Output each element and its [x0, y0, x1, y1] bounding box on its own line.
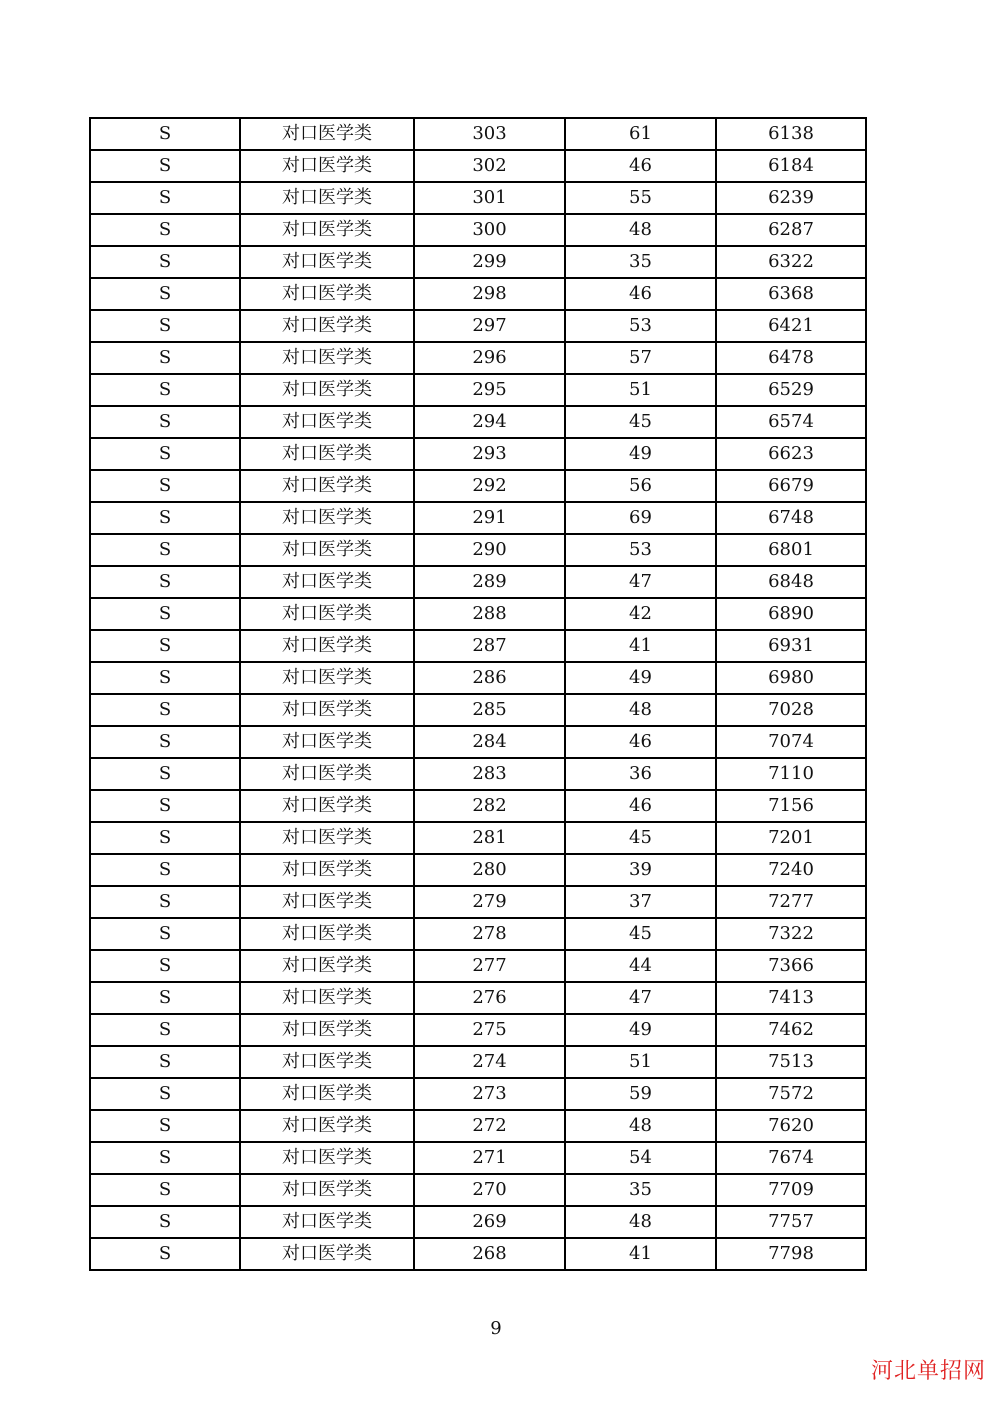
score-cell: 292: [414, 470, 565, 502]
cumulative-cell: 6287: [716, 214, 866, 246]
count-cell: 45: [565, 918, 716, 950]
table-row: [90, 310, 866, 342]
cumulative-cell: 6801: [716, 534, 866, 566]
table-row: [90, 1142, 866, 1174]
table-row: [90, 726, 866, 758]
category-code-cell: S: [90, 246, 240, 278]
category-code-cell: S: [90, 118, 240, 150]
category-name-cell: 对口医学类: [240, 662, 414, 694]
category-name-cell: 对口医学类: [240, 246, 414, 278]
category-code-cell: S: [90, 662, 240, 694]
count-cell: 53: [565, 310, 716, 342]
table-row: [90, 470, 866, 502]
score-cell: 286: [414, 662, 565, 694]
table-row: [90, 566, 866, 598]
category-code-cell: S: [90, 182, 240, 214]
category-code-cell: S: [90, 310, 240, 342]
category-code-cell: S: [90, 1238, 240, 1270]
category-code-cell: S: [90, 630, 240, 662]
category-name-cell: 对口医学类: [240, 214, 414, 246]
score-cell: 300: [414, 214, 565, 246]
table-row: [90, 438, 866, 470]
score-cell: 303: [414, 118, 565, 150]
category-code-cell: S: [90, 982, 240, 1014]
cumulative-cell: 7110: [716, 758, 866, 790]
score-cell: 281: [414, 822, 565, 854]
category-code-cell: S: [90, 1206, 240, 1238]
cumulative-cell: 7674: [716, 1142, 866, 1174]
category-name-cell: 对口医学类: [240, 1110, 414, 1142]
score-cell: 296: [414, 342, 565, 374]
table-row: [90, 214, 866, 246]
score-cell: 273: [414, 1078, 565, 1110]
cumulative-cell: 7462: [716, 1014, 866, 1046]
category-code-cell: S: [90, 1078, 240, 1110]
count-cell: 39: [565, 854, 716, 886]
category-code-cell: S: [90, 342, 240, 374]
category-name-cell: 对口医学类: [240, 598, 414, 630]
count-cell: 41: [565, 630, 716, 662]
category-name-cell: 对口医学类: [240, 502, 414, 534]
category-name-cell: 对口医学类: [240, 822, 414, 854]
count-cell: 44: [565, 950, 716, 982]
cumulative-cell: 6138: [716, 118, 866, 150]
category-name-cell: 对口医学类: [240, 726, 414, 758]
category-name-cell: 对口医学类: [240, 918, 414, 950]
count-cell: 46: [565, 150, 716, 182]
count-cell: 35: [565, 1174, 716, 1206]
score-cell: 276: [414, 982, 565, 1014]
category-name-cell: 对口医学类: [240, 1174, 414, 1206]
table-row: [90, 406, 866, 438]
cumulative-cell: 6679: [716, 470, 866, 502]
category-code-cell: S: [90, 918, 240, 950]
cumulative-cell: 7156: [716, 790, 866, 822]
score-cell: 291: [414, 502, 565, 534]
score-cell: 301: [414, 182, 565, 214]
score-cell: 271: [414, 1142, 565, 1174]
cumulative-cell: 6239: [716, 182, 866, 214]
score-cell: 293: [414, 438, 565, 470]
category-code-cell: S: [90, 438, 240, 470]
count-cell: 36: [565, 758, 716, 790]
count-cell: 54: [565, 1142, 716, 1174]
category-name-cell: 对口医学类: [240, 630, 414, 662]
category-name-cell: 对口医学类: [240, 790, 414, 822]
category-name-cell: 对口医学类: [240, 342, 414, 374]
category-name-cell: 对口医学类: [240, 310, 414, 342]
category-name-cell: 对口医学类: [240, 278, 414, 310]
category-code-cell: S: [90, 566, 240, 598]
score-table-body: [90, 118, 866, 1270]
table-row: [90, 1014, 866, 1046]
score-cell: 290: [414, 534, 565, 566]
score-cell: 287: [414, 630, 565, 662]
table-row: [90, 854, 866, 886]
cumulative-cell: 7413: [716, 982, 866, 1014]
category-code-cell: S: [90, 854, 240, 886]
category-name-cell: 对口医学类: [240, 534, 414, 566]
category-code-cell: S: [90, 598, 240, 630]
cumulative-cell: 6322: [716, 246, 866, 278]
score-cell: 302: [414, 150, 565, 182]
table-row: [90, 374, 866, 406]
count-cell: 45: [565, 822, 716, 854]
category-code-cell: S: [90, 534, 240, 566]
table-row: [90, 534, 866, 566]
count-cell: 51: [565, 1046, 716, 1078]
table-row: [90, 758, 866, 790]
score-cell: 283: [414, 758, 565, 790]
category-name-cell: 对口医学类: [240, 470, 414, 502]
cumulative-cell: 7074: [716, 726, 866, 758]
category-code-cell: S: [90, 1174, 240, 1206]
category-code-cell: S: [90, 950, 240, 982]
cumulative-cell: 6931: [716, 630, 866, 662]
category-code-cell: S: [90, 822, 240, 854]
score-cell: 274: [414, 1046, 565, 1078]
count-cell: 56: [565, 470, 716, 502]
table-row: [90, 1078, 866, 1110]
table-row: [90, 502, 866, 534]
category-code-cell: S: [90, 502, 240, 534]
table-row: [90, 182, 866, 214]
table-row: [90, 886, 866, 918]
score-cell: 289: [414, 566, 565, 598]
table-row: [90, 1110, 866, 1142]
category-code-cell: S: [90, 278, 240, 310]
cumulative-cell: 7709: [716, 1174, 866, 1206]
category-code-cell: S: [90, 1014, 240, 1046]
count-cell: 46: [565, 790, 716, 822]
category-code-cell: S: [90, 1142, 240, 1174]
category-name-cell: 对口医学类: [240, 1046, 414, 1078]
table-row: [90, 118, 866, 150]
category-name-cell: 对口医学类: [240, 182, 414, 214]
category-name-cell: 对口医学类: [240, 758, 414, 790]
cumulative-cell: 6421: [716, 310, 866, 342]
table-row: [90, 598, 866, 630]
cumulative-cell: 7757: [716, 1206, 866, 1238]
score-cell: 299: [414, 246, 565, 278]
score-cell: 269: [414, 1206, 565, 1238]
cumulative-cell: 7572: [716, 1078, 866, 1110]
cumulative-cell: 6368: [716, 278, 866, 310]
count-cell: 55: [565, 182, 716, 214]
score-cell: 288: [414, 598, 565, 630]
score-cell: 284: [414, 726, 565, 758]
count-cell: 59: [565, 1078, 716, 1110]
score-cell: 298: [414, 278, 565, 310]
count-cell: 51: [565, 374, 716, 406]
category-name-cell: 对口医学类: [240, 1142, 414, 1174]
count-cell: 45: [565, 406, 716, 438]
watermark-logo: 河北单招网: [870, 1359, 986, 1384]
category-name-cell: 对口医学类: [240, 982, 414, 1014]
cumulative-cell: 6848: [716, 566, 866, 598]
score-cell: 270: [414, 1174, 565, 1206]
category-code-cell: S: [90, 758, 240, 790]
score-cell: 275: [414, 1014, 565, 1046]
count-cell: 35: [565, 246, 716, 278]
count-cell: 49: [565, 438, 716, 470]
count-cell: 48: [565, 694, 716, 726]
score-cell: 277: [414, 950, 565, 982]
category-name-cell: 对口医学类: [240, 854, 414, 886]
cumulative-cell: 6890: [716, 598, 866, 630]
category-name-cell: 对口医学类: [240, 150, 414, 182]
category-name-cell: 对口医学类: [240, 886, 414, 918]
table-row: [90, 342, 866, 374]
category-code-cell: S: [90, 150, 240, 182]
cumulative-cell: 7322: [716, 918, 866, 950]
table-row: [90, 1046, 866, 1078]
cumulative-cell: 7277: [716, 886, 866, 918]
table-row: [90, 694, 866, 726]
table-row: [90, 278, 866, 310]
score-cell: 272: [414, 1110, 565, 1142]
category-code-cell: S: [90, 694, 240, 726]
category-code-cell: S: [90, 790, 240, 822]
score-cell: 280: [414, 854, 565, 886]
category-name-cell: 对口医学类: [240, 1078, 414, 1110]
score-cell: 294: [414, 406, 565, 438]
score-cell: 279: [414, 886, 565, 918]
cumulative-cell: 7620: [716, 1110, 866, 1142]
table-row: [90, 246, 866, 278]
cumulative-cell: 7798: [716, 1238, 866, 1270]
cumulative-cell: 6478: [716, 342, 866, 374]
score-cell: 295: [414, 374, 565, 406]
count-cell: 42: [565, 598, 716, 630]
category-code-cell: S: [90, 1110, 240, 1142]
table-row: [90, 790, 866, 822]
table-row: [90, 150, 866, 182]
category-name-cell: 对口医学类: [240, 566, 414, 598]
category-name-cell: 对口医学类: [240, 374, 414, 406]
cumulative-cell: 6529: [716, 374, 866, 406]
count-cell: 69: [565, 502, 716, 534]
count-cell: 41: [565, 1238, 716, 1270]
category-name-cell: 对口医学类: [240, 694, 414, 726]
count-cell: 48: [565, 214, 716, 246]
table-row: [90, 1174, 866, 1206]
cumulative-cell: 6748: [716, 502, 866, 534]
score-cell: 297: [414, 310, 565, 342]
count-cell: 57: [565, 342, 716, 374]
category-name-cell: 对口医学类: [240, 1014, 414, 1046]
cumulative-cell: 6980: [716, 662, 866, 694]
category-name-cell: 对口医学类: [240, 438, 414, 470]
category-code-cell: S: [90, 886, 240, 918]
category-code-cell: S: [90, 726, 240, 758]
category-code-cell: S: [90, 406, 240, 438]
count-cell: 48: [565, 1110, 716, 1142]
category-name-cell: 对口医学类: [240, 1238, 414, 1270]
count-cell: 61: [565, 118, 716, 150]
table-row: [90, 662, 866, 694]
category-code-cell: S: [90, 214, 240, 246]
cumulative-cell: 7028: [716, 694, 866, 726]
cumulative-cell: 6574: [716, 406, 866, 438]
cumulative-cell: 7240: [716, 854, 866, 886]
category-name-cell: 对口医学类: [240, 950, 414, 982]
category-code-cell: S: [90, 1046, 240, 1078]
table-row: [90, 630, 866, 662]
table-row: [90, 822, 866, 854]
page-number: 9: [490, 1318, 502, 1339]
category-name-cell: 对口医学类: [240, 118, 414, 150]
table-row: [90, 1238, 866, 1270]
table-row: [90, 982, 866, 1014]
score-cell: 285: [414, 694, 565, 726]
table-row: [90, 918, 866, 950]
count-cell: 48: [565, 1206, 716, 1238]
cumulative-cell: 7366: [716, 950, 866, 982]
count-cell: 53: [565, 534, 716, 566]
count-cell: 49: [565, 1014, 716, 1046]
score-table: [89, 117, 867, 1271]
cumulative-cell: 6184: [716, 150, 866, 182]
category-name-cell: 对口医学类: [240, 406, 414, 438]
count-cell: 37: [565, 886, 716, 918]
count-cell: 47: [565, 566, 716, 598]
cumulative-cell: 7513: [716, 1046, 866, 1078]
table-row: [90, 1206, 866, 1238]
score-cell: 278: [414, 918, 565, 950]
cumulative-cell: 7201: [716, 822, 866, 854]
score-cell: 282: [414, 790, 565, 822]
category-code-cell: S: [90, 374, 240, 406]
count-cell: 46: [565, 278, 716, 310]
category-code-cell: S: [90, 470, 240, 502]
category-name-cell: 对口医学类: [240, 1206, 414, 1238]
count-cell: 46: [565, 726, 716, 758]
score-cell: 268: [414, 1238, 565, 1270]
count-cell: 47: [565, 982, 716, 1014]
cumulative-cell: 6623: [716, 438, 866, 470]
table-row: [90, 950, 866, 982]
count-cell: 49: [565, 662, 716, 694]
